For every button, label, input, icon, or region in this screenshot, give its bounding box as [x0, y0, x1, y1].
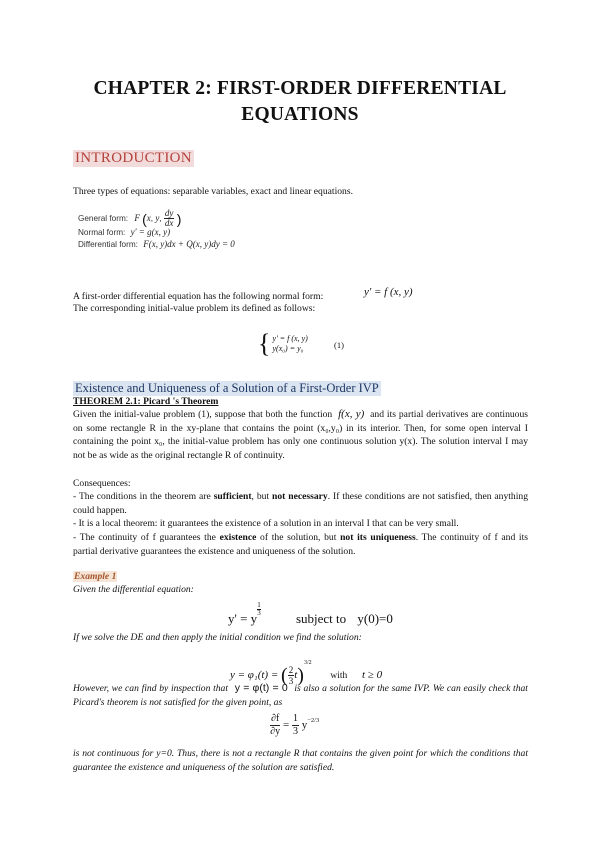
- example-de: [228, 602, 393, 627]
- dy-dx-fraction: $\frac{dy}{dx}$: [164, 208, 174, 229]
- general-form-row: General form: F (x, y, $\frac{dy}{dx}$ ): [78, 208, 182, 229]
- bullet1-a: - The conditions in the theorem are: [73, 491, 214, 502]
- example-solve-text: If we solve the DE and then apply the initial condition we find the solution:: [73, 632, 362, 643]
- bullet1-sufficient: sufficient: [213, 491, 252, 502]
- normal-form-expr: y' = g(x, y): [130, 227, 171, 237]
- theorem-label: THEOREM 2.1: Picard 's Theorem: [73, 396, 219, 407]
- theorem-text-part-2: and its partial derivatives are continuous on some rectangle R in the xy-plane that contains the point (x₀,y₀) in its interior. Then, for some open interval I containing the point x₀, the initial-value problem has only one continuous solution y(x). The solution interval I may not be as wide as the original rectangle R of continuity.: [73, 409, 528, 461]
- consequence-bullet-3: [73, 531, 528, 558]
- introduction-heading: INTRODUCTION: [75, 150, 192, 166]
- theorem-fxy: f(x, y): [338, 408, 365, 420]
- general-form-label: General form:: [78, 214, 129, 223]
- left-brace: {: [258, 329, 271, 358]
- differential-form-expr: F(x, y)dx + Q(x, y)dy = 0: [143, 238, 235, 249]
- partial-exponent: −2/3: [307, 717, 320, 725]
- existence-heading: Existence and Uniqueness of a Solution of a First-Order IVP: [75, 381, 379, 395]
- sol-t: t: [294, 669, 298, 681]
- partial-y: y: [301, 719, 308, 732]
- example-solution: y = φ₁(t) = ( $\frac{2}{3}$ t)$^{3/2}$ with t ≥ 0: [230, 660, 383, 687]
- de-exponent: [257, 602, 261, 617]
- theorem-text-part-1: Given the initial-value problem (1), suppose that both the function: [73, 409, 333, 420]
- coef-frac: [292, 713, 299, 738]
- example-label-wrap: [73, 570, 117, 584]
- equation-types-text: Three types of equations: separable variables, exact and linear equations.: [73, 186, 353, 197]
- de-lhs: y' = y: [228, 611, 258, 626]
- sol-lhs: y = φ₁(t) =: [230, 669, 279, 681]
- coef-num: 1: [293, 713, 298, 724]
- differential-form-label: Differential form:: [78, 239, 138, 249]
- sol-frac-den: 3: [288, 675, 294, 686]
- bullet3-e: . The continuity of f and its partial derivative guarantees the existence and uniqueness of the solution.: [73, 532, 528, 557]
- bullet3-c: of the solution, but: [256, 532, 341, 543]
- partial-num: ∂f: [271, 713, 280, 724]
- forms-block: [78, 209, 235, 250]
- de-subject: subject to: [295, 611, 347, 626]
- sol-condition: t ≥ 0: [362, 669, 383, 681]
- bullet3-existence: existence: [219, 532, 257, 543]
- bullet1-e: . If these conditions are not satisfied, then anything could happen.: [73, 491, 528, 516]
- bullet3-not-uniqueness: not its uniqueness: [340, 532, 416, 543]
- de-exp-den: 3: [257, 609, 261, 617]
- bullet1-not-necessary: not necessary: [272, 491, 328, 502]
- de-ic: y(0)=0: [357, 611, 393, 626]
- partial-derivative: [270, 713, 319, 738]
- however-expr: y = φ(t) = 0: [234, 682, 288, 694]
- theorem-text: [73, 408, 528, 462]
- ivp-equation-number: (1): [334, 340, 344, 350]
- normal-form-expr-inline: y' = f (x, y): [364, 286, 413, 298]
- bullet3-a: - The continuity of f guarantees the: [73, 532, 220, 543]
- bullet1-c: , but: [251, 491, 273, 502]
- coef-den: 3: [293, 726, 298, 737]
- sol-exponent: 3/2: [303, 660, 312, 666]
- sol-frac-num: 2: [288, 664, 294, 675]
- partial-frac: [270, 713, 280, 738]
- partial-den: ∂y: [270, 726, 281, 737]
- normal-form-row: [78, 227, 235, 239]
- example-however: [73, 682, 528, 709]
- ivp-line-1: y' = f (x, y): [272, 334, 308, 343]
- example-conclusion: is not continuous for y=0. Thus, there is not a rectangle R that contains the given point for which the conditions that guarantee the existence and uniqueness of the solution are satisfied.: [73, 748, 528, 773]
- normal-form-label: Normal form:: [78, 228, 126, 237]
- ivp-system: [258, 329, 308, 358]
- ivp-line-2: y(x₀) = y₀: [272, 344, 304, 353]
- sol-with: with: [330, 671, 348, 681]
- consequences-label: Consequences:: [73, 478, 131, 489]
- normal-form-sentence: A first-order differential equation has the following normal form:: [73, 291, 324, 302]
- however-part-1: However, we can find by inspection that: [73, 683, 229, 694]
- de-exp-num: 1: [257, 601, 261, 609]
- ivp-sentence: The corresponding initial-value problem its defined as follows:: [73, 303, 316, 314]
- chapter-title: CHAPTER 2: FIRST-ORDER DIFFERENTIAL EQUATIONS: [93, 78, 507, 125]
- example-label: Example 1: [74, 571, 117, 582]
- however-part-2: is also a solution for the same IVP. We can easily check that Picard's theorem is not satisfied for the given point, as: [73, 683, 528, 708]
- example-given: Given the differential equation:: [73, 584, 194, 595]
- consequence-bullet-1: [73, 490, 528, 517]
- consequence-bullet-2: - It is a local theorem: it guarantees the existence of a solution in an interval I that can be very small.: [73, 518, 459, 529]
- differential-form-row: [78, 239, 235, 251]
- partial-eq: =: [283, 719, 290, 732]
